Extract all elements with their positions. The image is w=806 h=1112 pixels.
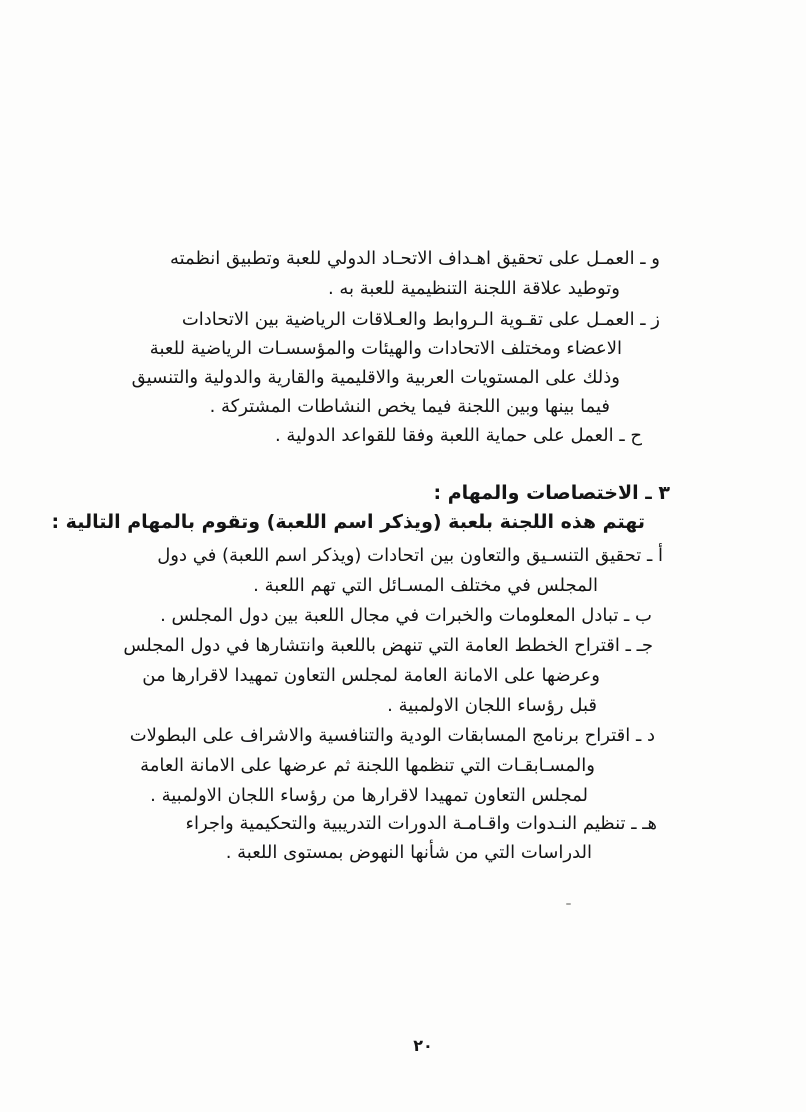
section-3-intro: تهتم هذه اللجنة بلعبة (ويذكر اسم اللعبة) وتقوم بالمهام التالية :: [51, 511, 645, 533]
item-dal-line-1: د ـ اقتراح برنامج المسابقات الودية والتنافسية والاشراف على البطولات: [129, 725, 655, 746]
item-jeem-line-2: وعرضها على الامانة العامة لمجلس التعاون تمهيدا لاقرارها من: [142, 665, 600, 686]
item-dal-line-3: لمجلس التعاون تمهيدا لاقرارها من رؤساء اللجان الاولمبية .: [150, 785, 588, 806]
clause-zay-line-4: فيما بينها وبين اللجنة فيما يخص النشاطات المشتركة .: [209, 396, 610, 417]
clause-waw-line-2: وتوطيد علاقة اللجنة التنظيمية للعبة به .: [327, 278, 620, 299]
scan-speck: [566, 903, 571, 905]
item-dal-line-2: والمسـابقـات التي تنظمها اللجنة ثم عرضها على الامانة العامة: [140, 755, 595, 776]
page-number: ٢٠: [413, 1036, 433, 1055]
item-jeem-line-3: قبل رؤساء اللجان الاولمبية .: [387, 695, 597, 716]
clause-zay-line-2: الاعضاء ومختلف الاتحادات والهيئات والمؤسسـات الرياضية للعبة: [149, 338, 622, 359]
clause-hah-line: ح ـ العمل على حماية اللعبة وفقا للقواعد الدولية .: [274, 425, 642, 446]
item-alef-line-2: المجلس في مختلف المسـائل التي تهم اللعبة .: [253, 575, 598, 596]
section-3-heading: ٣ ـ الاختصاصات والمهام :: [433, 482, 670, 504]
clause-waw-line-1: و ـ العمـل على تحقيق اهـداف الاتحـاد الدولي للعبة وتطبيق انظمته: [169, 248, 660, 269]
item-ba-line: ب ـ تبادل المعلومات والخبرات في مجال اللعبة بين دول المجلس .: [160, 605, 652, 626]
clause-zay-line-3: وذلك على المستويات العربية والاقليمية والقارية والدولية والتنسيق: [131, 367, 620, 388]
clause-zay-line-1: ز ـ العمـل على تقـوية الـروابط والعـلاقات الرياضية بين الاتحادات: [181, 309, 660, 330]
item-ha-line-1: هـ ـ تنظيم النـدوات واقـامـة الدورات التدريبية والتحكيمية واجراء: [185, 813, 657, 834]
item-jeem-line-1: جـ ـ اقتراح الخطط العامة التي تنهض باللعبة وانتشارها في دول المجلس: [123, 635, 653, 656]
item-ha-line-2: الدراسات التي من شأنها النهوض بمستوى اللعبة .: [225, 842, 592, 863]
item-alef-line-1: أ ـ تحقيق التنسـيق والتعاون بين اتحادات (ويذكر اسم اللعبة) في دول: [157, 545, 663, 566]
